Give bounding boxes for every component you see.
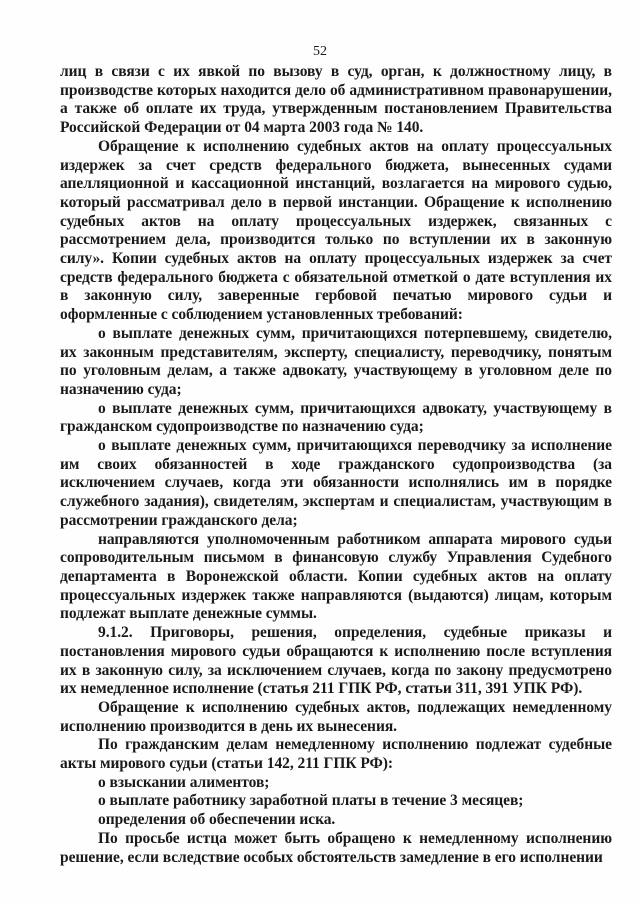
paragraph-section-9-1-2: 9.1.2. Приговоры, решения, определения, судебные приказы и постановления мирового судьи обращаются к исполнению после вступления их в законную силу, за исключением случаев, когда по закону предусмотрено их немедленное исполнение (статья 211 ГПК РФ, статьи 311, 391 УПК РФ). [60, 624, 612, 698]
paragraph-list-item-translator: о выплате денежных сумм, причитающихся переводчику за исполнение им своих обязанностей в ходе гражданского судопроизводства (за исключением случаев, когда эти обязанности исполнялись им в порядке служебного задания), свидетелям, экспертам и специалистам, участвующим в рассмотрении гражданского дела; [60, 437, 612, 529]
document-body [60, 63, 612, 867]
paragraph-list-item-advocate: о выплате денежных сумм, причитающихся адвокату, участвующему в гражданском судопроизводстве по назначению суда; [60, 399, 612, 436]
page-number: 52 [313, 44, 327, 59]
paragraph-plaintiff-request: По просьбе истца может быть обращено к немедленному исполнению решение, если вследствие особых обстоятельств замедление в его исполнении [60, 829, 612, 866]
paragraph-sent-to-finance: направляются уполномоченным работником аппарата мирового судьи сопроводительным письмом в финансовую службу Управления Судебного департамента в Воронежской области. Копии судебных актов на оплату процессуальных издержек также направляются (выдаются) лицам, которым подлежат выплате денежные суммы. [60, 530, 612, 623]
paragraph-list-item-salary: о выплате работнику заработной платы в течение 3 месяцев; [98, 792, 524, 810]
paragraph-list-item-alimony: о взыскании алиментов; [98, 773, 270, 791]
paragraph-procedural-costs: Обращение к исполнению судебных актов на оплату процессуальных издержек за счет средств федерального бюджета, вынесенных судами апелляционной и кассационной инстанций, возлагается на мирового судью, который рассматривал дело в первой инстанции. Обращение к исполнению судебных актов на оплату процессуальных издержек, связанных с рассмотрением дела, производится только по вступлении их в законную силу». Копии судебных актов на оплату процессуальных издержек за счет средств федерального бюджета с обязательной отметкой о дате вступления их в законную силу, заверенные гербовой печатью мирового судьи и оформленные с соблюдением установленных требований: [60, 137, 612, 324]
paragraph-continuation: лиц в связи с их явкой по вызову в суд, орган, к должностному лицу, в производстве которых находится дело об административном правонарушении, а также об оплате их труда, утвержденным постановлением Правительства Российской Федерации от 04 марта 2003 года № 140. [60, 63, 612, 137]
paragraph-civil-cases: По гражданским делам немедленному исполнению подлежат судебные акты мирового судьи (статьи 142, 211 ГПК РФ): [60, 736, 612, 773]
paragraph-immediate-execution: Обращение к исполнению судебных актов, подлежащих немедленному исполнению производится в день их вынесения. [60, 698, 612, 735]
paragraph-list-item-victims: о выплате денежных сумм, причитающихся потерпевшему, свидетелю, их законным представителям, эксперту, специалисту, переводчику, понятым по уголовным делам, а также адвокату, участвующему в уголовном деле по назначению суда; [60, 324, 612, 398]
paragraph-list-item-claim-security: определения об обеспечении иска. [98, 811, 336, 829]
